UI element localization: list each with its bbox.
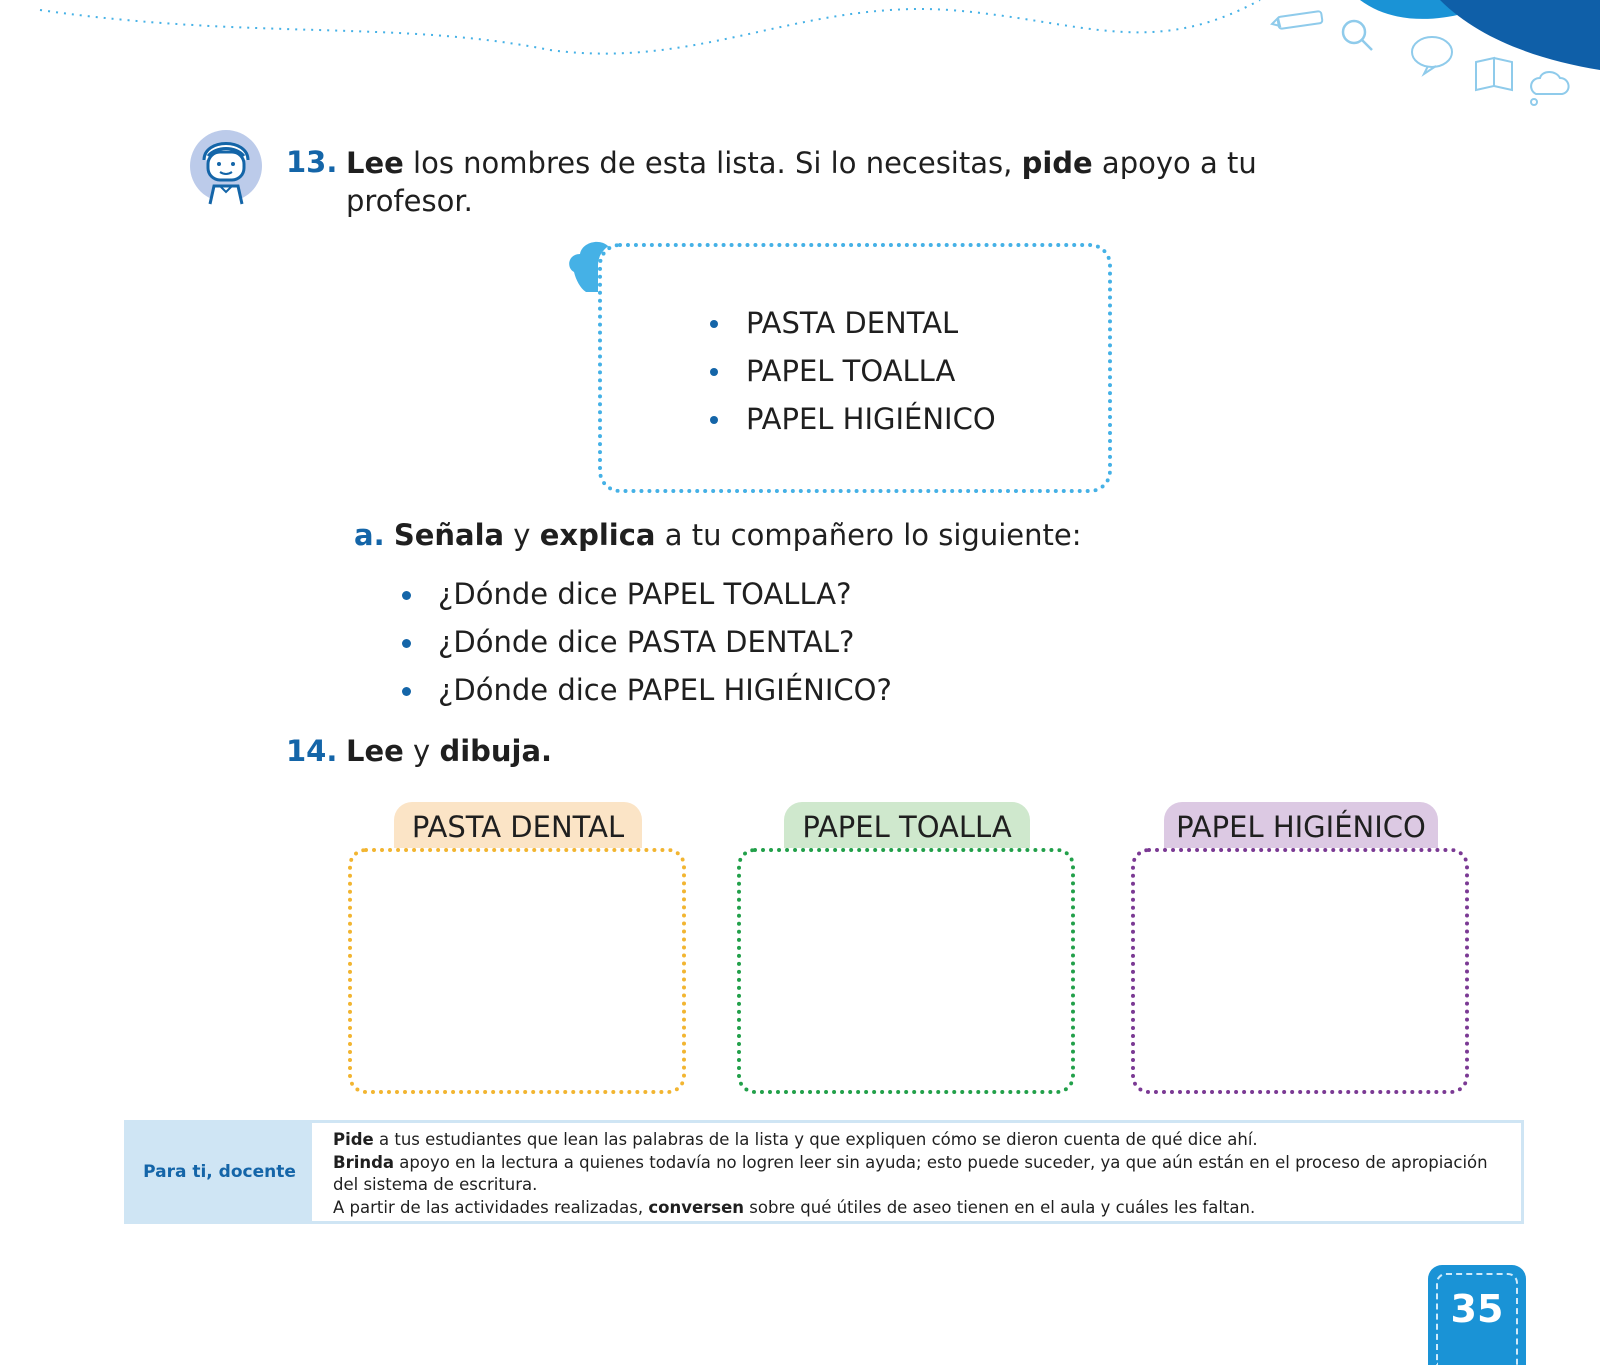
teacher-note: [124, 1120, 1524, 1224]
sub-letter-a: a.: [354, 518, 385, 552]
list-item: ¿Dónde dice PAPEL HIGIÉNICO?: [400, 666, 892, 714]
drawing-box-pasta-dental[interactable]: [348, 848, 686, 1094]
question-14-text: [346, 732, 552, 770]
thought-cloud-icon: [1531, 72, 1569, 105]
question-13-text: [346, 144, 1326, 220]
list-item: PAPEL HIGIÉNICO: [710, 395, 996, 443]
question-13-number: 13.: [286, 145, 338, 179]
q13-text-a: los nombres de esta lista. Si lo necesitas,: [403, 146, 1022, 180]
note-line-2: apoyo en la lectura a quienes todavía no logren leer sin ayuda; esto puede suceder, ya que aún están en el proceso de apropiación del sistema de escritura.: [333, 1152, 1488, 1194]
verb-pide: Pide: [333, 1130, 374, 1149]
word-list: [710, 299, 996, 443]
verb-dibuja: dibuja.: [439, 734, 553, 768]
drawing-box-papel-higienico[interactable]: [1131, 848, 1469, 1094]
page-number: 35: [1436, 1273, 1518, 1365]
verb-conversen: conversen: [648, 1197, 745, 1217]
list-item: ¿Dónde dice PASTA DENTAL?: [400, 618, 892, 666]
question-list: [400, 570, 892, 714]
teacher-note-label: Para ti, docente: [127, 1123, 312, 1221]
question-14-number: 14.: [286, 734, 338, 768]
note-line-3-start: A partir de las actividades realizadas,: [333, 1197, 649, 1217]
q13a-text-a: y: [504, 518, 540, 552]
word-list-box: [598, 243, 1112, 493]
teacher-note-text: [333, 1129, 1503, 1219]
drawing-box-papel-toalla[interactable]: [737, 848, 1075, 1094]
magnifier-icon: [1343, 21, 1372, 50]
question-13a-text: [354, 516, 1254, 554]
tab-papel-toalla: PAPEL TOALLA: [784, 802, 1030, 852]
list-item: PASTA DENTAL: [710, 299, 996, 347]
q13-text-c: profesor.: [346, 184, 473, 218]
note-line-3: sobre qué útiles de aseo tienen en el aula y cuáles les faltan.: [744, 1197, 1256, 1217]
verb-pide: pide: [1021, 146, 1093, 180]
q14-text-a: y: [403, 734, 440, 768]
list-item: ¿Dónde dice PAPEL TOALLA?: [400, 570, 892, 618]
note-line-1: a tus estudiantes que lean las palabras de la lista y que expliquen cómo se dieron cuenta de qué dice ahí.: [373, 1130, 1258, 1149]
page-number-tab: [1428, 1265, 1526, 1365]
verb-lee: Lee: [346, 734, 404, 768]
tab-pasta-dental: PASTA DENTAL: [394, 802, 642, 852]
tab-papel-higienico: PAPEL HIGIÉNICO: [1164, 802, 1438, 852]
verb-brinda: Brinda: [333, 1152, 395, 1172]
pencil-icon: [1272, 11, 1323, 29]
student-avatar-icon: [188, 128, 264, 208]
list-item: PAPEL TOALLA: [710, 347, 996, 395]
verb-lee: Lee: [346, 146, 404, 180]
q13a-text-b: a tu compañero lo siguiente:: [655, 518, 1082, 552]
verb-explica: explica: [539, 518, 656, 552]
speech-bubble-icon: [1412, 37, 1452, 74]
top-decoration: [0, 0, 1600, 110]
q13-text-b: apoyo a tu: [1092, 146, 1257, 180]
book-icon: [1476, 58, 1512, 90]
verb-senala: Señala: [393, 518, 505, 552]
